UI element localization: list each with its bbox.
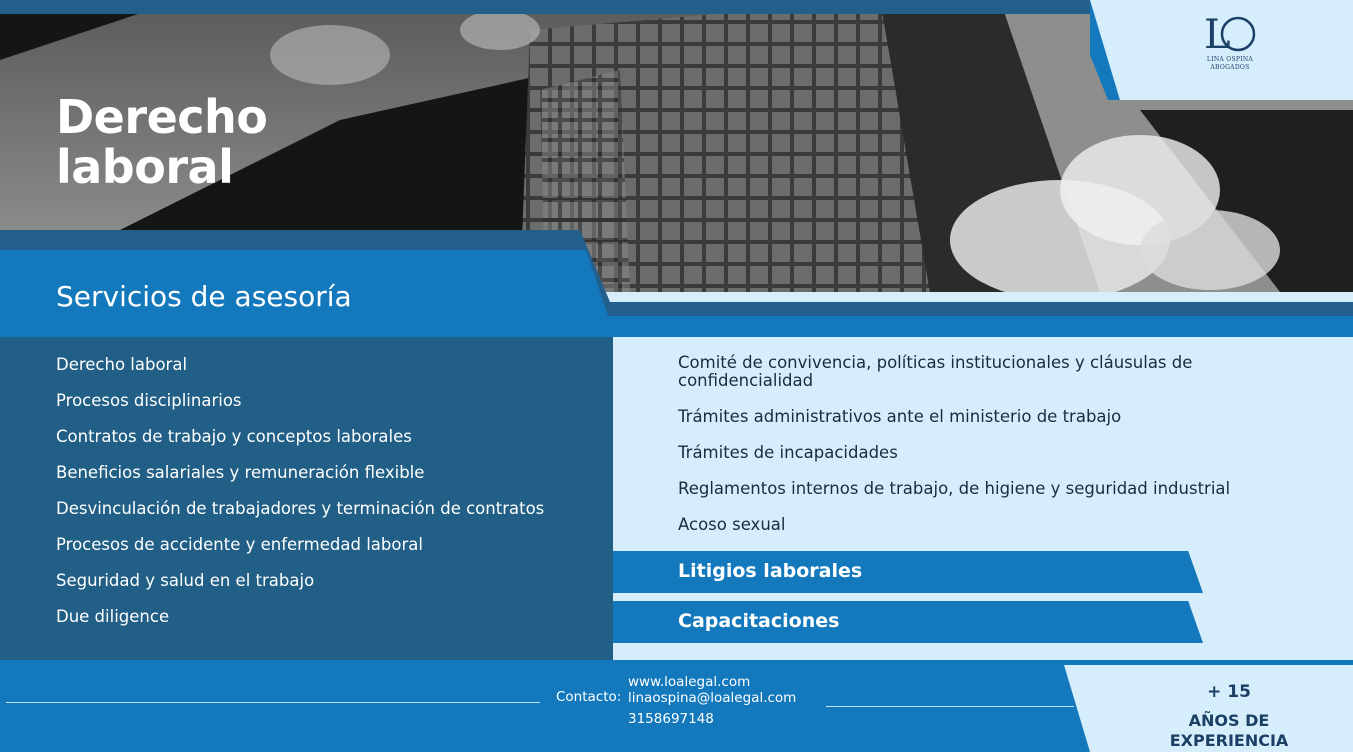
list-item: Beneficios salariales y remuneración flexible	[56, 463, 425, 482]
experience-line-1: AÑOS DE	[1188, 711, 1270, 730]
list-item: Reglamentos internos de trabajo, de higiene y seguridad industrial	[678, 479, 1231, 498]
logo-monogram	[1202, 8, 1260, 58]
page-title	[56, 92, 267, 192]
footer-divider-right	[826, 706, 1074, 707]
list-item: Due diligence	[56, 607, 170, 626]
phone-number: 3158697148	[628, 711, 714, 727]
list-item-line-1: Comité de convivencia, políticas institucionales y cláusulas de	[678, 353, 1193, 372]
list-item: Seguridad y salud en el trabajo	[56, 571, 315, 590]
list-item-line-2: confidencialidad	[678, 371, 814, 390]
capacitaciones-label: Capacitaciones	[678, 610, 840, 632]
logo-name-line-2: ABOGADOS	[1210, 64, 1250, 71]
email-link[interactable]: linaospina@loalegal.com	[628, 690, 797, 706]
logo-name-line-1: LINA OSPINA	[1206, 56, 1254, 63]
list-item: Desvinculación de trabajadores y terminación de contratos	[56, 499, 545, 518]
list-item: Trámites administrativos ante el ministerio de trabajo	[678, 407, 1122, 426]
list-item: Acoso sexual	[678, 515, 786, 534]
list-item: Derecho laboral	[56, 355, 188, 374]
experience-text	[1150, 711, 1308, 751]
experience-number: + 15	[1207, 682, 1251, 702]
list-item: Trámites de incapacidades	[678, 443, 898, 462]
list-item	[678, 354, 1278, 408]
title-line-1: Derecho	[56, 90, 268, 144]
section-title: Servicios de asesoría	[56, 280, 352, 313]
list-item: Contratos de trabajo y conceptos laborales	[56, 427, 412, 446]
litigios-label: Litigios laborales	[678, 560, 863, 582]
list-item: Procesos de accidente y enfermedad laboral	[56, 535, 423, 554]
website-link[interactable]: www.loalegal.com	[628, 674, 751, 690]
left-services-list	[56, 353, 544, 641]
title-line-2: laboral	[56, 140, 234, 194]
right-services-list	[678, 354, 1278, 552]
contact-label: Contacto:	[556, 689, 622, 705]
logo-name	[1170, 56, 1290, 72]
experience-line-2: EXPERIENCIA	[1169, 731, 1289, 750]
svg-text:L: L	[1204, 12, 1231, 58]
logo-icon	[1202, 8, 1260, 58]
list-item: Procesos disciplinarios	[56, 391, 242, 410]
footer-divider-left	[6, 702, 540, 703]
